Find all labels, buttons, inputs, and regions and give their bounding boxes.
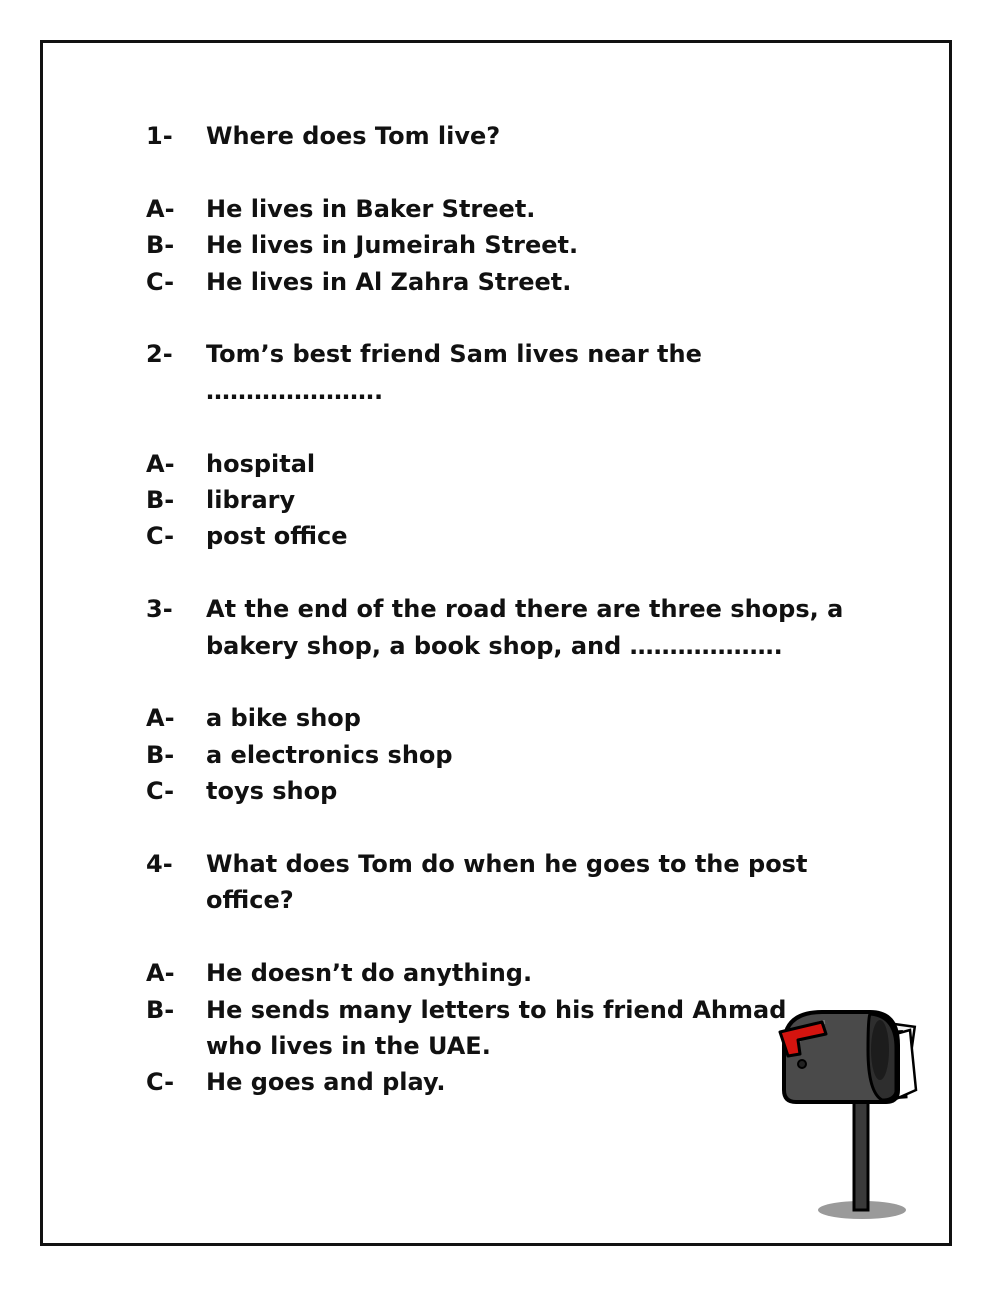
- option-text: He lives in Baker Street.: [206, 194, 536, 223]
- option-label: C-: [146, 267, 175, 296]
- option-2a[interactable]: [146, 446, 846, 482]
- question-3: [146, 591, 846, 664]
- option-label: B-: [146, 486, 175, 515]
- question-text: What does Tom do when he goes to the post office?: [206, 850, 808, 915]
- option-3b[interactable]: [146, 737, 846, 773]
- option-1a[interactable]: [146, 191, 846, 227]
- option-text: hospital: [206, 449, 316, 478]
- questions-list: [146, 118, 846, 1101]
- option-label: A-: [146, 194, 175, 223]
- option-text: He doesn’t do anything.: [206, 959, 533, 988]
- option-label: A-: [146, 959, 175, 988]
- option-text: He lives in Al Zahra Street.: [206, 267, 572, 296]
- option-1c[interactable]: [146, 264, 846, 300]
- option-label: A-: [146, 704, 175, 733]
- question-text: Tom’s best friend Sam lives near the ………………….: [206, 340, 702, 405]
- question-1: [146, 118, 846, 154]
- option-label: B-: [146, 231, 175, 260]
- option-4a[interactable]: [146, 955, 846, 991]
- option-label: C-: [146, 1068, 175, 1097]
- question-number: 2-: [146, 340, 173, 369]
- question-text: Where does Tom live?: [206, 122, 501, 150]
- option-text: He sends many letters to his friend Ahmad who lives in the UAE.: [206, 995, 787, 1061]
- option-3c[interactable]: [146, 773, 846, 809]
- option-label: B-: [146, 995, 175, 1024]
- option-text: a electronics shop: [206, 740, 453, 769]
- option-3a[interactable]: [146, 700, 846, 736]
- option-label: C-: [146, 777, 175, 806]
- question-number: 3-: [146, 595, 173, 624]
- question-2: [146, 336, 846, 409]
- question-number: 4-: [146, 850, 173, 879]
- option-text: post office: [206, 522, 348, 551]
- option-label: A-: [146, 449, 175, 478]
- question-text: At the end of the road there are three shops, a bakery shop, a book shop, and ……………….: [206, 595, 844, 660]
- option-text: He goes and play.: [206, 1068, 446, 1097]
- question-4: [146, 846, 846, 919]
- option-text: toys shop: [206, 777, 338, 806]
- option-text: He lives in Jumeirah Street.: [206, 231, 579, 260]
- option-4b[interactable]: [146, 992, 846, 1065]
- mailbox-icon: [770, 990, 930, 1225]
- option-label: B-: [146, 740, 175, 769]
- option-2b[interactable]: [146, 482, 846, 518]
- option-text: a bike shop: [206, 704, 361, 733]
- option-label: C-: [146, 522, 175, 551]
- option-1b[interactable]: [146, 227, 846, 263]
- question-number: 1-: [146, 122, 173, 150]
- option-2c[interactable]: [146, 518, 846, 554]
- mailbox-post: [854, 1090, 868, 1210]
- option-4c[interactable]: [146, 1064, 846, 1100]
- option-text: library: [206, 486, 296, 515]
